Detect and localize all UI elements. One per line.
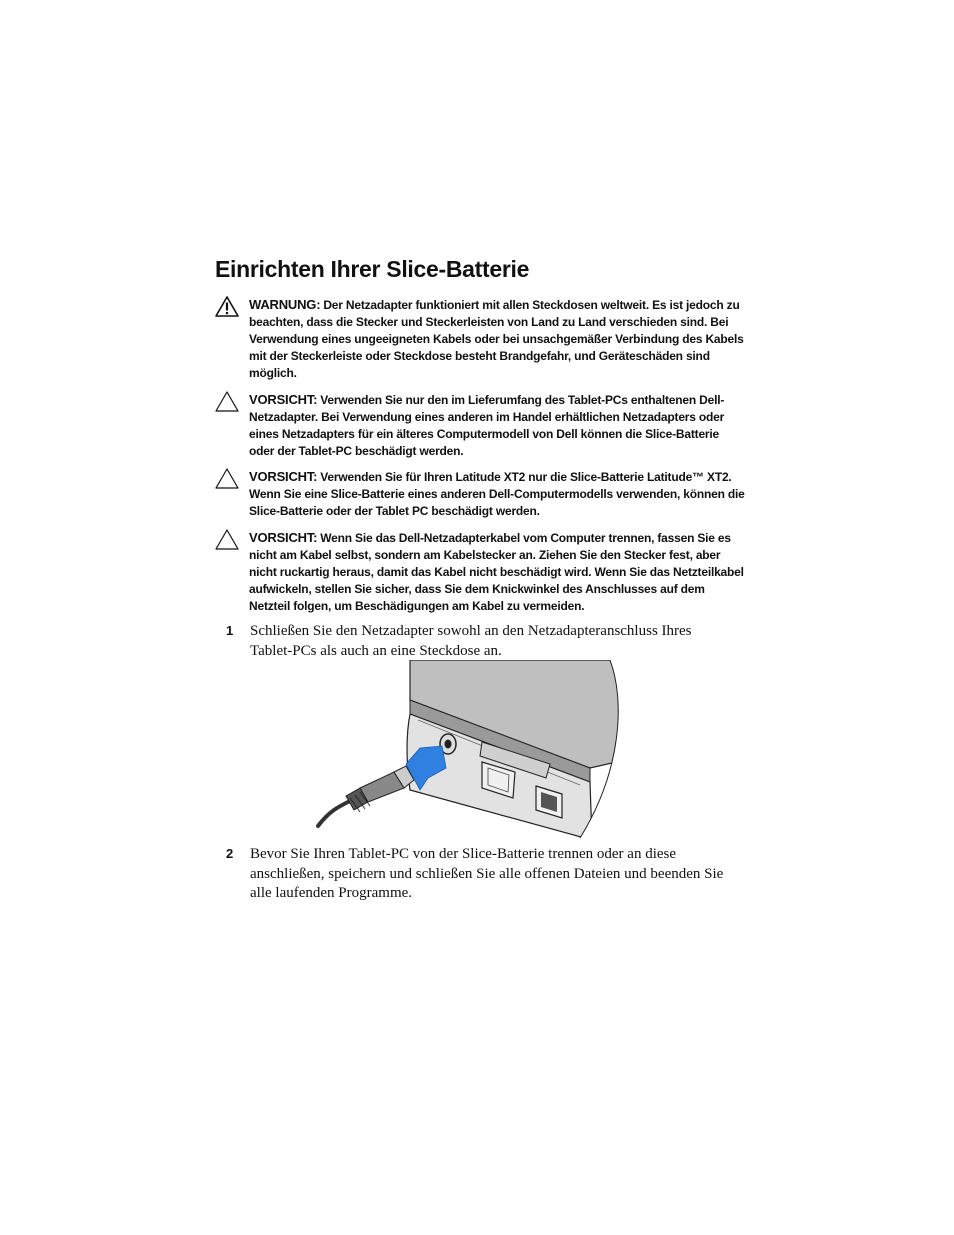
power-plug [346, 766, 414, 812]
caution-icon [215, 529, 239, 556]
step-text: Schließen Sie den Netzadapter sowohl an den Netzadapteranschluss Ihres Tablet-PCs als auch an eine Steckdose an. [250, 623, 692, 659]
caution-icon [215, 468, 239, 495]
step-2 [226, 845, 736, 904]
caution-notice [215, 529, 745, 615]
page-title: Einrichten Ihrer Slice-Batterie [215, 256, 530, 282]
caution-notice [215, 468, 745, 520]
notice-label: WARNUNG: [249, 297, 321, 312]
step-number: 2 [226, 846, 234, 861]
notice-text: Der Netzadapter funktioniert mit allen Steckdosen weltweit. Es ist jedoch zu beachten, dass die Stecker und Steckerleisten von Land zu Land verschieden sind. Bei Verwendung eines ungeeigneten Kabels oder bei unsachgemäßer Verbindung des Kabels mit der Steckerleiste oder Steckdose besteht Brandgefahr, und Geräteschäden sind möglich. [249, 298, 744, 380]
notice-label: VORSICHT: [249, 392, 318, 407]
notice-text: Wenn Sie das Dell-Netzadapterkabel vom Computer trennen, fassen Sie es nicht am Kabel selbst, sondern am Kabelstecker an. Ziehen Sie den Stecker fest, aber nicht ruckartig heraus, damit das Kabel nicht beschädigt wird. Wenn Sie das Netzteilkabel aufwickeln, stellen Sie sicher, dass Sie dem Knickwinkel des Anschlusses auf dem Netzteil folgen, um Beschädigungen am Kabel zu vermeiden. [249, 531, 744, 613]
notice-label: VORSICHT: [249, 530, 318, 545]
notice-text: Verwenden Sie nur den im Lieferumfang des Tablet-PCs enthaltenen Dell-Netzadapter. Bei Verwendung eines anderen im Handel erhältlichen Netzadapters oder eines Netzadapters für ein älteres Computermodell von Dell können die Slice-Batterie oder der Tablet-PC beschädigt werden. [249, 393, 725, 458]
adapter-connection-illustration [310, 660, 625, 845]
caution-notice [215, 391, 745, 460]
notice-text: Verwenden Sie für Ihren Latitude XT2 nur die Slice-Batterie Latitude™ XT2. Wenn Sie eine Slice-Batterie eines anderen Dell-Computermodells verwenden, können die Slice-Batterie oder der Tablet PC beschädigt werden. [249, 470, 745, 518]
step-text: Bevor Sie Ihren Tablet-PC von der Slice-Batterie trennen oder an diese anschließen, speichern und schließen Sie alle offenen Dateien und beenden Sie alle laufenden Programme. [250, 846, 724, 901]
warning-icon [215, 296, 239, 323]
warning-notice [215, 296, 745, 382]
notice-label: VORSICHT: [249, 469, 318, 484]
step-1 [226, 622, 736, 661]
caution-icon [215, 391, 239, 418]
step-number: 1 [226, 623, 234, 638]
